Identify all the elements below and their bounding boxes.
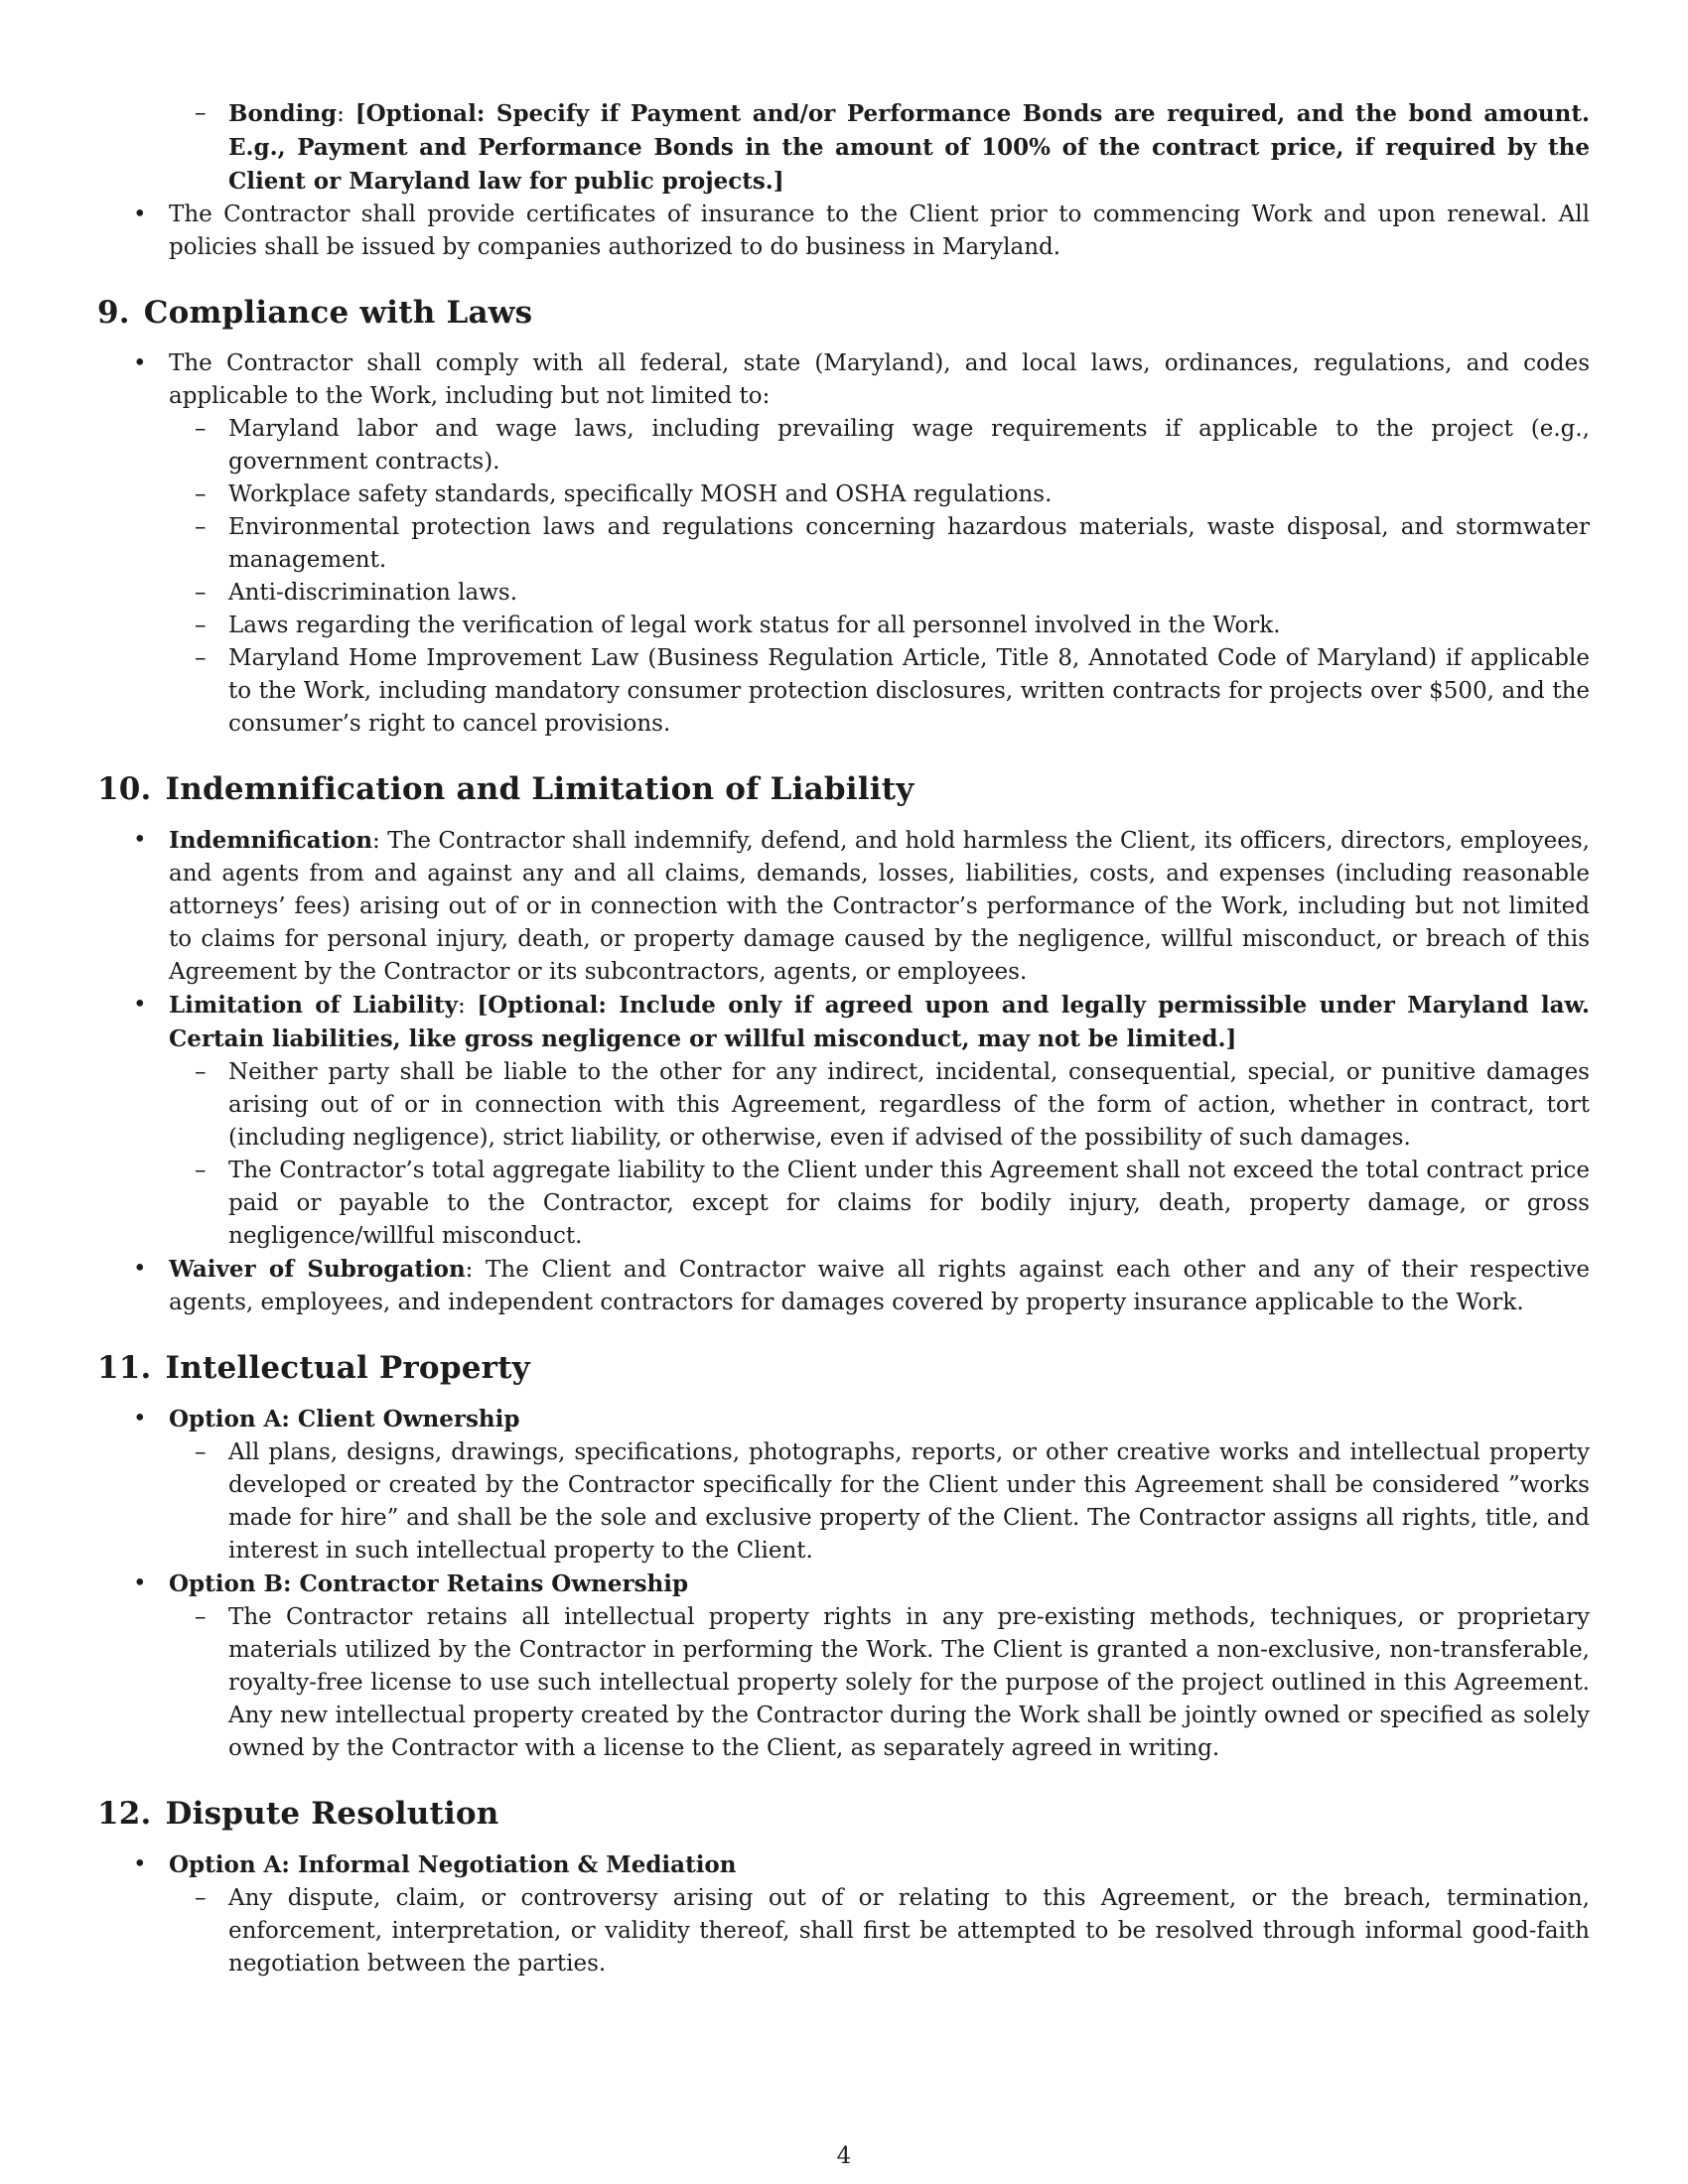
section-heading xyxy=(97,1349,1590,1387)
waiver-label: Waiver of Subrogation xyxy=(169,1256,466,1283)
section-title: Compliance with Laws xyxy=(143,295,533,331)
section-dispute-resolution xyxy=(97,1795,1590,1980)
waiver-text: The Client and Contractor waive all rights against each other and any of their respective agents, employees, and independent contractors for damages covered by property insurance applicable to the Work. xyxy=(169,1257,1590,1315)
bonding-label: Bonding xyxy=(228,100,338,127)
limitation-item: • Limitation of Liability: [Optional: Include only if agreed upon and legally permissible under Maryland law. Certain liabilities, like gross negligence or willful misconduct, may not be limited.] xyxy=(133,992,1591,1052)
limitation-text: [Optional: Include only if agreed upon and legally permissible under Maryland law. Certain liabilities, like gross negligence or willful misconduct, may not be limited.] xyxy=(169,992,1591,1052)
page-number: 4 xyxy=(836,2143,852,2169)
list-item: – Anti-discrimination laws. xyxy=(195,580,518,606)
waiver-item: • Waiver of Subrogation: The Client and Contractor waive all rights against each other and any of their respective agents, employees, and independent contractors for damages covered by property insurance applicable to the Work. xyxy=(133,1256,1590,1315)
compliance-intro: The Contractor shall comply with all federal, state (Maryland), and local laws, ordinances, regulations, and codes applicable to the Work, including but not limited to: xyxy=(169,350,1590,409)
option-a-item: • Option A: Client Ownership xyxy=(133,1406,520,1433)
bullet-marker: • xyxy=(133,202,147,227)
section-heading xyxy=(97,770,1590,808)
option-b-label: Option B: Contractor Retains Ownership xyxy=(169,1570,689,1597)
list-item: – Maryland Home Improvement Law (Business Regulation Article, Title 8, Annotated Code of Maryland) if applicable to the Work, including mandatory consumer protection disclosures, written contracts for projects over $500, and the consumer’s right to cancel provisions. xyxy=(195,645,1590,737)
limitation-label: Limitation of Liability xyxy=(169,992,458,1019)
list-item: – Neither party shall be liable to the other for any indirect, incidental, consequential, special, or punitive damages arising out of or in connection with this Agreement, regardless of the form of action, whether in contract, tort (including negligence), strict liability, or otherwise, even if advised of the possibility of such damages. xyxy=(195,1059,1590,1151)
section-intellectual-property xyxy=(97,1349,1590,1765)
section-number: 11. xyxy=(97,1350,152,1386)
option-a-item: • Option A: Informal Negotiation & Mediation xyxy=(133,1851,737,1878)
document-body xyxy=(97,97,1590,1980)
bullet-marker: • xyxy=(133,350,147,376)
section-heading xyxy=(97,1795,1590,1833)
section-number: 10. xyxy=(97,771,152,807)
list-item: – Workplace safety standards, specifically MOSH and OSHA regulations. xyxy=(195,481,1053,507)
section-heading xyxy=(97,294,1590,332)
section-number: 9. xyxy=(97,295,130,331)
section-number: 12. xyxy=(97,1796,152,1832)
bonding-item: – Bonding: [Optional: Specify if Payment and/or Performance Bonds are required, and the bond amount. E.g., Payment and Performance Bonds in the amount of 100% of the contract price, if required by the Client or Maryland law for public projects.] xyxy=(97,97,1590,199)
option-a-label: Option A: Client Ownership xyxy=(169,1406,520,1433)
option-a-label: Option A: Informal Negotiation & Mediation xyxy=(169,1851,737,1878)
list-item: – Maryland labor and wage laws, including prevailing wage requirements if applicable to the project (e.g., government contracts). xyxy=(195,416,1590,475)
list-item: – The Contractor’s total aggregate liability to the Client under this Agreement shall not exceed the total contract price paid or payable to the Contractor, except for claims for bodily injury, death, property damage, or gross negligence/willful misconduct. xyxy=(195,1158,1590,1249)
dash-marker: – xyxy=(195,100,207,126)
option-b-item: • Option B: Contractor Retains Ownership xyxy=(133,1570,689,1597)
section-title: Indemnification and Limitation of Liability xyxy=(165,771,914,807)
list-item xyxy=(97,347,1590,413)
list-item: – Environmental protection laws and regulations concerning hazardous materials, waste disposal, and stormwater management. xyxy=(195,514,1590,573)
indemnification-label: Indemnification xyxy=(169,827,373,854)
list-item: – All plans, designs, drawings, specifications, photographs, reports, or other creative works and intellectual property developed or created by the Contractor specifically for the Client under this Agreement shall be considered ”works made for hire” and shall be the sole and exclusive property of the Client. The Contractor assigns all rights, title, and interest in such intellectual property to the Client. xyxy=(195,1439,1590,1564)
insurance-list xyxy=(97,97,1590,264)
indemnification-text: The Contractor shall indemnify, defend, and hold harmless the Client, its officers, directors, employees, and agents from and against any and all claims, demands, losses, liabilities, costs, and expenses (including reasonable attorneys’ fees) arising out of or in connection with the Contractor’s performance of the Work, including but not limited to claims for personal injury, death, or property damage caused by the negligence, willful misconduct, or breach of this Agreement by the Contractor or its subcontractors, agents, or employees. xyxy=(169,828,1590,985)
list-item: – Laws regarding the verification of legal work status for all personnel involved in the Work. xyxy=(195,613,1281,638)
list-item: – The Contractor retains all intellectual property rights in any pre-existing methods, techniques, or proprietary materials utilized by the Contractor in performing the Work. The Client is granted a non-exclusive, non-transferable, royalty-free license to use such intellectual property solely for the purpose of the project outlined in this Agreement. Any new intellectual property created by the Contractor during the Work shall be jointly owned or specified as solely owned by the Contractor with a license to the Client, as separately agreed in writing. xyxy=(195,1604,1590,1761)
list-item: – Any dispute, claim, or controversy arising out of or relating to this Agreement, or the breach, termination, enforcement, interpretation, or validity thereof, shall first be attempted to be resolved through informal good-faith negotiation between the parties. xyxy=(195,1885,1590,1977)
bonding-text: [Optional: Specify if Payment and/or Performance Bonds are required, and the bond amount. E.g., Payment and Performance Bonds in the amount of 100% of the contract price, if required by the Client or Maryland law for public projects.] xyxy=(228,100,1590,195)
insurance-certificates-item xyxy=(97,199,1590,264)
section-title: Dispute Resolution xyxy=(165,1796,499,1832)
insurance-certificates-text: The Contractor shall provide certificates of insurance to the Client prior to commencing Work and upon renewal. All policies shall be issued by companies authorized to do business in Maryland. xyxy=(169,202,1590,260)
section-indemnification xyxy=(97,770,1590,1319)
section-compliance-with-laws xyxy=(97,294,1590,741)
indemnification-item: • Indemnification: The Contractor shall indemnify, defend, and hold harmless the Client, its officers, directors, employees, and agents from and against any and all claims, demands, losses, liabilities, costs, and expenses (including reasonable attorneys’ fees) arising out of or in connection with the Contractor’s performance of the Work, including but not limited to claims for personal injury, death, or property damage caused by the negligence, willful misconduct, or breach of this Agreement by the Contractor or its subcontractors, agents, or employees. xyxy=(133,827,1590,985)
section-title: Intellectual Property xyxy=(165,1350,530,1386)
